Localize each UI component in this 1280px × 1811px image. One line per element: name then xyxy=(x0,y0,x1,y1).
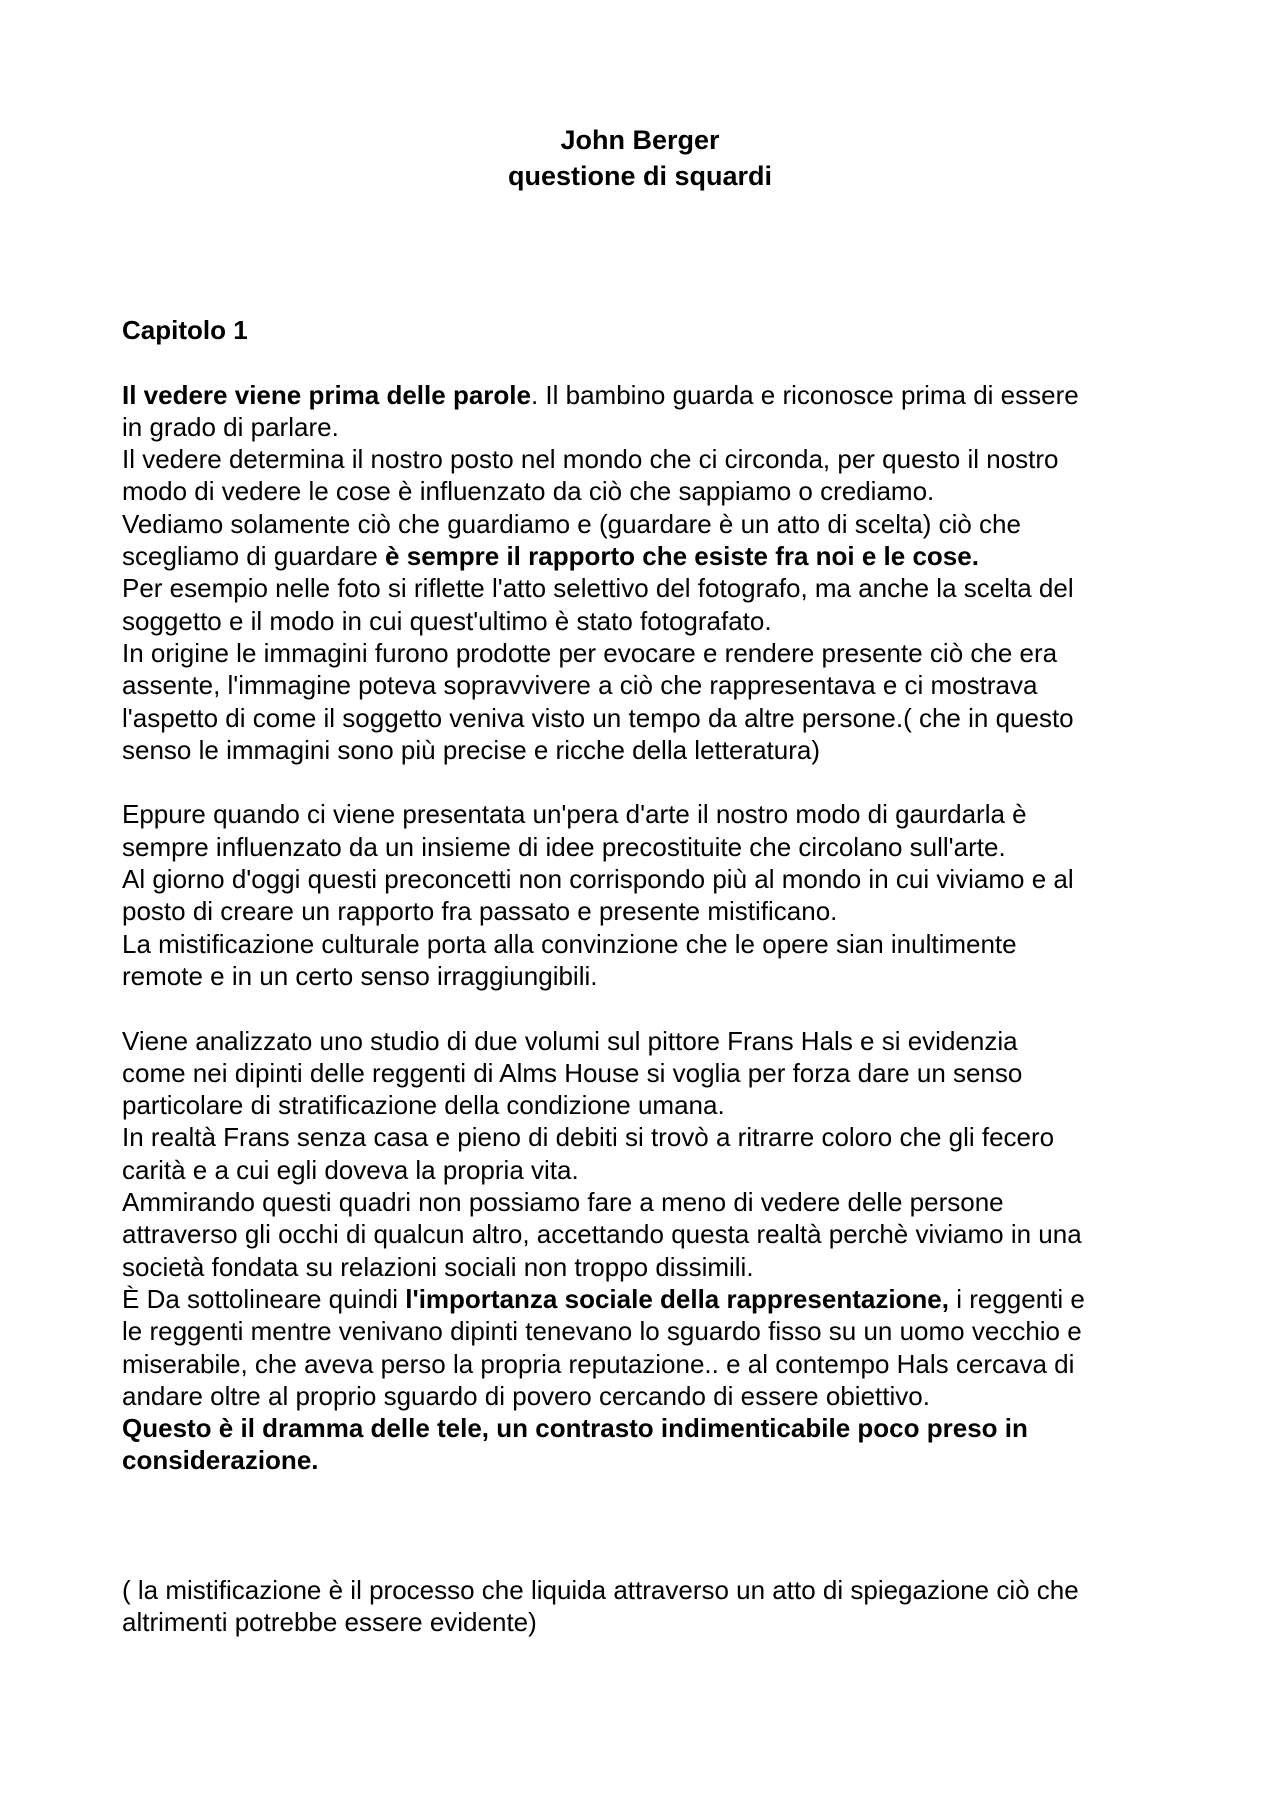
text-line xyxy=(122,379,1182,411)
text-line xyxy=(122,1315,1182,1347)
text-line xyxy=(122,475,1182,507)
text-line xyxy=(122,1412,1182,1444)
plain-text: . Il bambino guarda e riconosce prima di essere xyxy=(530,379,1079,410)
text-line xyxy=(122,1154,1182,1186)
plain-text: ( la mistificazione è il processo che liquida attraverso un atto di spiegazione ciò che xyxy=(122,1574,1079,1605)
bold-text: Questo è il dramma delle tele, un contrasto indimenticabile poco preso in xyxy=(122,1413,1028,1444)
plain-text: modo di vedere le cose è influenzato da ciò che sappiamo o crediamo. xyxy=(122,476,935,507)
text-line xyxy=(122,960,1182,992)
chapter-heading: Capitolo 1 xyxy=(122,315,248,345)
bold-text: considerazione. xyxy=(122,1445,319,1476)
plain-text: posto di creare un rapporto fra passato e presente mistificano. xyxy=(122,896,838,927)
plain-text: Ammirando questi quadri non possiamo fare a meno di vedere delle persone xyxy=(122,1187,1004,1218)
plain-text: le reggenti mentre venivano dipinti tenevano lo sguardo fisso su un uomo vecchio e xyxy=(122,1316,1082,1347)
plain-text: La mistificazione culturale porta alla convinzione che le opere sian inultimente xyxy=(122,928,1017,959)
plain-text: miserabile, che aveva perso la propria reputazione.. e al contempo Hals cercava di xyxy=(122,1348,1075,1379)
text-line xyxy=(122,798,1182,830)
text-line xyxy=(122,443,1182,475)
text-line xyxy=(122,669,1182,701)
plain-text: sempre influenzato da un insieme di idee precostituite che circolano sull'arte. xyxy=(122,831,1006,862)
text-line xyxy=(122,702,1182,734)
text-line xyxy=(122,1218,1182,1250)
text-line xyxy=(122,928,1182,960)
text-line xyxy=(122,1057,1182,1089)
text-line xyxy=(122,1444,1182,1476)
text-line xyxy=(122,540,1182,572)
plain-text: Eppure quando ci viene presentata un'pera d'arte il nostro modo di gaurdarla è xyxy=(122,799,1027,830)
document-body xyxy=(122,314,1182,1638)
paragraph-gap xyxy=(122,766,1182,798)
plain-text: come nei dipinti delle reggenti di Alms House si voglia per forza dare un senso xyxy=(122,1057,1023,1088)
plain-text: Al giorno d'oggi questi preconcetti non corrispondo più al mondo in cui viviamo e al xyxy=(122,864,1074,895)
text-line xyxy=(122,1348,1182,1380)
plain-text: In realtà Frans senza casa e pieno di debiti si trovò a ritrarre coloro che gli fecero xyxy=(122,1122,1055,1153)
author-title: John Berger xyxy=(560,125,720,155)
text-line xyxy=(122,1089,1182,1121)
plain-text: assente, l'immagine poteva sopravvivere a ciò che rappresentava e ci mostrava xyxy=(122,670,1038,701)
plain-text: i reggenti e xyxy=(949,1283,1085,1314)
plain-text: Viene analizzato uno studio di due volumi sul pittore Frans Hals e si evidenzia xyxy=(122,1025,1018,1056)
text-line xyxy=(122,1251,1182,1283)
text-line xyxy=(122,637,1182,669)
plain-text: senso le immagini sono più precise e ricche della letteratura) xyxy=(122,734,821,765)
plain-text: remote e in un certo senso irraggiungibili. xyxy=(122,960,598,991)
text-line xyxy=(122,1121,1182,1153)
text-line xyxy=(122,1380,1182,1412)
plain-text: In origine le immagini furono prodotte per evocare e rendere presente ciò che era xyxy=(122,637,1058,668)
plain-text: scegliamo di guardare xyxy=(122,541,386,572)
text-line xyxy=(122,831,1182,863)
text-line xyxy=(122,863,1182,895)
plain-text: l'aspetto di come il soggetto veniva visto un tempo da altre persone.( che in questo xyxy=(122,702,1074,733)
plain-text: particolare di stratificazione della condizione umana. xyxy=(122,1090,725,1121)
spacer xyxy=(122,346,1182,378)
title-block xyxy=(0,122,1280,194)
plain-text: carità e a cui egli doveva la propria vita. xyxy=(122,1154,579,1185)
text-line xyxy=(122,1283,1182,1315)
book-subtitle: questione di squardi xyxy=(507,161,773,191)
text-line xyxy=(122,1574,1182,1606)
text-line xyxy=(122,411,1182,443)
plain-text: in grado di parlare. xyxy=(122,411,339,442)
text-line xyxy=(122,734,1182,766)
plain-text: altrimenti potrebbe essere evidente) xyxy=(122,1606,537,1637)
text-line xyxy=(122,1186,1182,1218)
plain-text: Per esempio nelle foto si riflette l'atto selettivo del fotografo, ma anche la scelta del xyxy=(122,573,1074,604)
paragraph-lines xyxy=(122,379,1182,1639)
plain-text: andare oltre al proprio sguardo di povero cercando di essere obiettivo. xyxy=(122,1380,930,1411)
section-gap xyxy=(122,1477,1182,1574)
text-line xyxy=(122,508,1182,540)
plain-text: Vediamo solamente ciò che guardiamo e (guardare è un atto di scelta) ciò che xyxy=(122,508,1021,539)
plain-text: società fondata su relazioni sociali non troppo dissimili. xyxy=(122,1251,754,1282)
text-line xyxy=(122,572,1182,604)
text-line xyxy=(122,1025,1182,1057)
bold-text: l'importanza sociale della rappresentazione, xyxy=(405,1283,949,1314)
plain-text: È Da sottolineare quindi xyxy=(122,1283,406,1314)
bold-text: è sempre il rapporto che esiste fra noi e le cose. xyxy=(385,541,979,572)
text-line xyxy=(122,895,1182,927)
bold-text: Il vedere viene prima delle parole xyxy=(122,379,531,410)
paragraph-gap xyxy=(122,992,1182,1024)
plain-text: attraverso gli occhi di qualcun altro, accettando questa realtà perchè viviamo in una xyxy=(122,1219,1082,1250)
plain-text: Il vedere determina il nostro posto nel mondo che ci circonda, per questo il nostro xyxy=(122,444,1059,475)
text-line xyxy=(122,1606,1182,1638)
text-line xyxy=(122,605,1182,637)
plain-text: soggetto e il modo in cui quest'ultimo è stato fotografato. xyxy=(122,605,772,636)
